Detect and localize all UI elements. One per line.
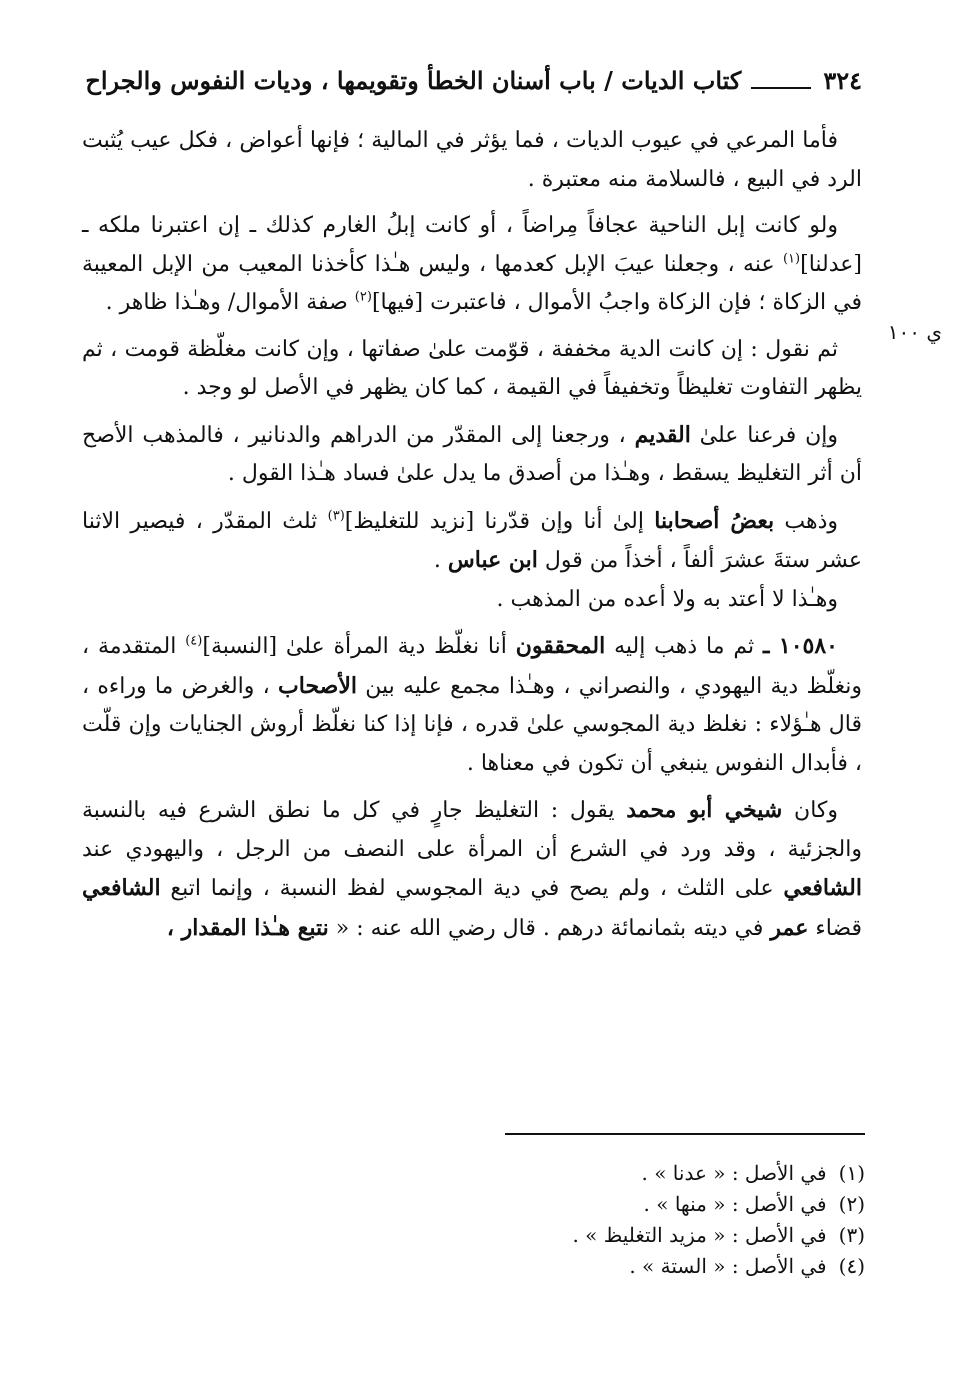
paragraph xyxy=(82,581,862,620)
bold-term: ابن عباس xyxy=(447,547,538,573)
paragraph xyxy=(82,122,862,199)
paragraph xyxy=(82,416,862,494)
text: في ديته بثمانمائة درهم . قال رضي الله عنه : « xyxy=(335,915,764,941)
footnote xyxy=(82,1220,865,1251)
main-text xyxy=(82,122,862,956)
text: ، والغرض ما وراءه ، قال هـٰؤلاء : نغلظ دية المجوسي علىٰ قدره ، فإنا إذا كنا نغلّظ أروش الجنايات وإن قلّت ، فأبدال النفوس ينبغي أن تكون في معناها . xyxy=(82,673,862,776)
footnote-ref: (٤) xyxy=(185,633,203,649)
footnotes xyxy=(82,1158,865,1282)
paragraph xyxy=(82,502,862,581)
running-header xyxy=(82,66,862,95)
paragraph xyxy=(82,207,862,323)
text: ثلث المقدّر ، فيصير الاثنا عشر ستةَ عشرَ ألفاً ، أخذاً من قول xyxy=(82,508,862,573)
text: ثم ما ذهب إليه xyxy=(614,634,755,659)
paragraph xyxy=(82,627,862,783)
paragraph xyxy=(82,331,862,408)
footnote-number: (١) xyxy=(838,1161,865,1185)
bold-quote: نتبع هـٰذا المقدار ، xyxy=(166,914,329,941)
bold-term: بعضُ أصحابنا xyxy=(654,507,775,534)
footnote xyxy=(82,1251,865,1282)
footnote xyxy=(82,1158,865,1189)
bold-term: الشافعي xyxy=(783,875,863,901)
text: . xyxy=(433,548,441,573)
text: المتقدمة ، ونغلّظ دية اليهودي ، والنصراني ، وهـٰذا مجمع عليه بين xyxy=(82,634,862,699)
footnote-ref: (١) xyxy=(782,251,801,267)
footnote-text: في الأصل : « الستة » . xyxy=(629,1254,827,1278)
section-number: ١٠٥٨٠ ـ xyxy=(762,633,838,659)
footnote-number: (٣) xyxy=(838,1223,865,1247)
text: وهـٰذا لا أعتد به ولا أعده من المذهب . xyxy=(496,586,838,612)
footnote-ref: (٣) xyxy=(327,508,345,524)
text: قضاء xyxy=(815,915,862,941)
text: وكان xyxy=(794,798,838,823)
bold-term: الأصحاب xyxy=(278,672,357,699)
text: يقول : التغليظ جارٍ في كل ما نطق الشرع فيه بالنسبة والجزئية ، وقد ورد في الشرع أن المرأة على النصف من الرجل ، واليهودي عند xyxy=(82,798,862,862)
bold-term: شيخي أبو محمد xyxy=(626,797,783,823)
text: وذهب xyxy=(784,508,839,534)
bold-term: المحققون xyxy=(515,633,606,659)
text: ثم نقول : إن كانت الدية مخففة ، قوّمت علىٰ صفاتها ، وإن كانت مغلّظة قومت ، ثم يظهر التفاوت تغليظاً وتخفيفاً في القيمة ، كما كان يظهر في الأصل لو وجد . xyxy=(82,336,862,400)
footnote-number: (٢) xyxy=(838,1192,865,1216)
text: فأما المرعي في عيوب الديات ، فما يؤثر في المالية ؛ فإنها أعواض ، فكل عيب يُثبت الرد في البيع ، فالسلامة منه معتبرة . xyxy=(82,128,862,192)
text: صفة الأموال/ وهـٰذا ظاهر . xyxy=(105,290,348,315)
footnote xyxy=(82,1189,865,1220)
bold-term: الشافعي xyxy=(82,875,161,901)
footnote-number: (٤) xyxy=(838,1254,865,1278)
text: وإن فرعنا علىٰ xyxy=(699,422,839,448)
paragraph xyxy=(82,791,862,948)
bold-term: القديم xyxy=(634,421,691,448)
running-title: كتاب الديات / باب أسنان الخطأ وتقويمها ، وديات النفوس والجراح xyxy=(85,66,742,95)
header-dash xyxy=(751,87,811,89)
text: عنه ، وجعلنا عيبَ الإبل كعدمها ، وليس هـٰذا كأخذنا المعيب من الإبل المعيبة في الزكاة ؛ فإن الزكاة واجبُ الأموال ، فاعتبرت [فيها] xyxy=(82,251,862,315)
footnote-ref: (٢) xyxy=(354,289,372,305)
footnote-text: في الأصل : « عدنا » . xyxy=(641,1161,827,1185)
text: على الثلث ، ولم يصح في دية المجوسي لفظ النسبة ، وإنما اتبع xyxy=(170,876,774,901)
text: ، ورجعنا إلى المقدّر من الدراهم والدنانير ، فالمذهب الأصح أن أثر التغليظ يسقط ، وهـٰذا من أصدق ما يدل علىٰ فساد هـٰذا القول . xyxy=(82,422,862,486)
footnote-divider xyxy=(505,1133,865,1135)
footnote-text: في الأصل : « مزيد التغليظ » . xyxy=(572,1223,827,1247)
text: أنا نغلّظ دية المرأة علىٰ [النسبة] xyxy=(202,634,507,659)
footnote-text: في الأصل : « منها » . xyxy=(643,1192,827,1216)
margin-page-marker: ي ١٠٠ xyxy=(887,320,942,344)
page-number: ٣٢٤ xyxy=(823,66,862,95)
bold-term: عمر xyxy=(770,914,809,941)
text: ولو كانت إبل الناحية عجافاً مِراضاً ، أو كانت إبلُ الغارم كذلك ـ إن اعتبرنا ملكه ـ [عدلنا] xyxy=(82,213,862,277)
text: إلىٰ أنا وإن قدّرنا [نزيد للتغليظ] xyxy=(344,508,644,534)
